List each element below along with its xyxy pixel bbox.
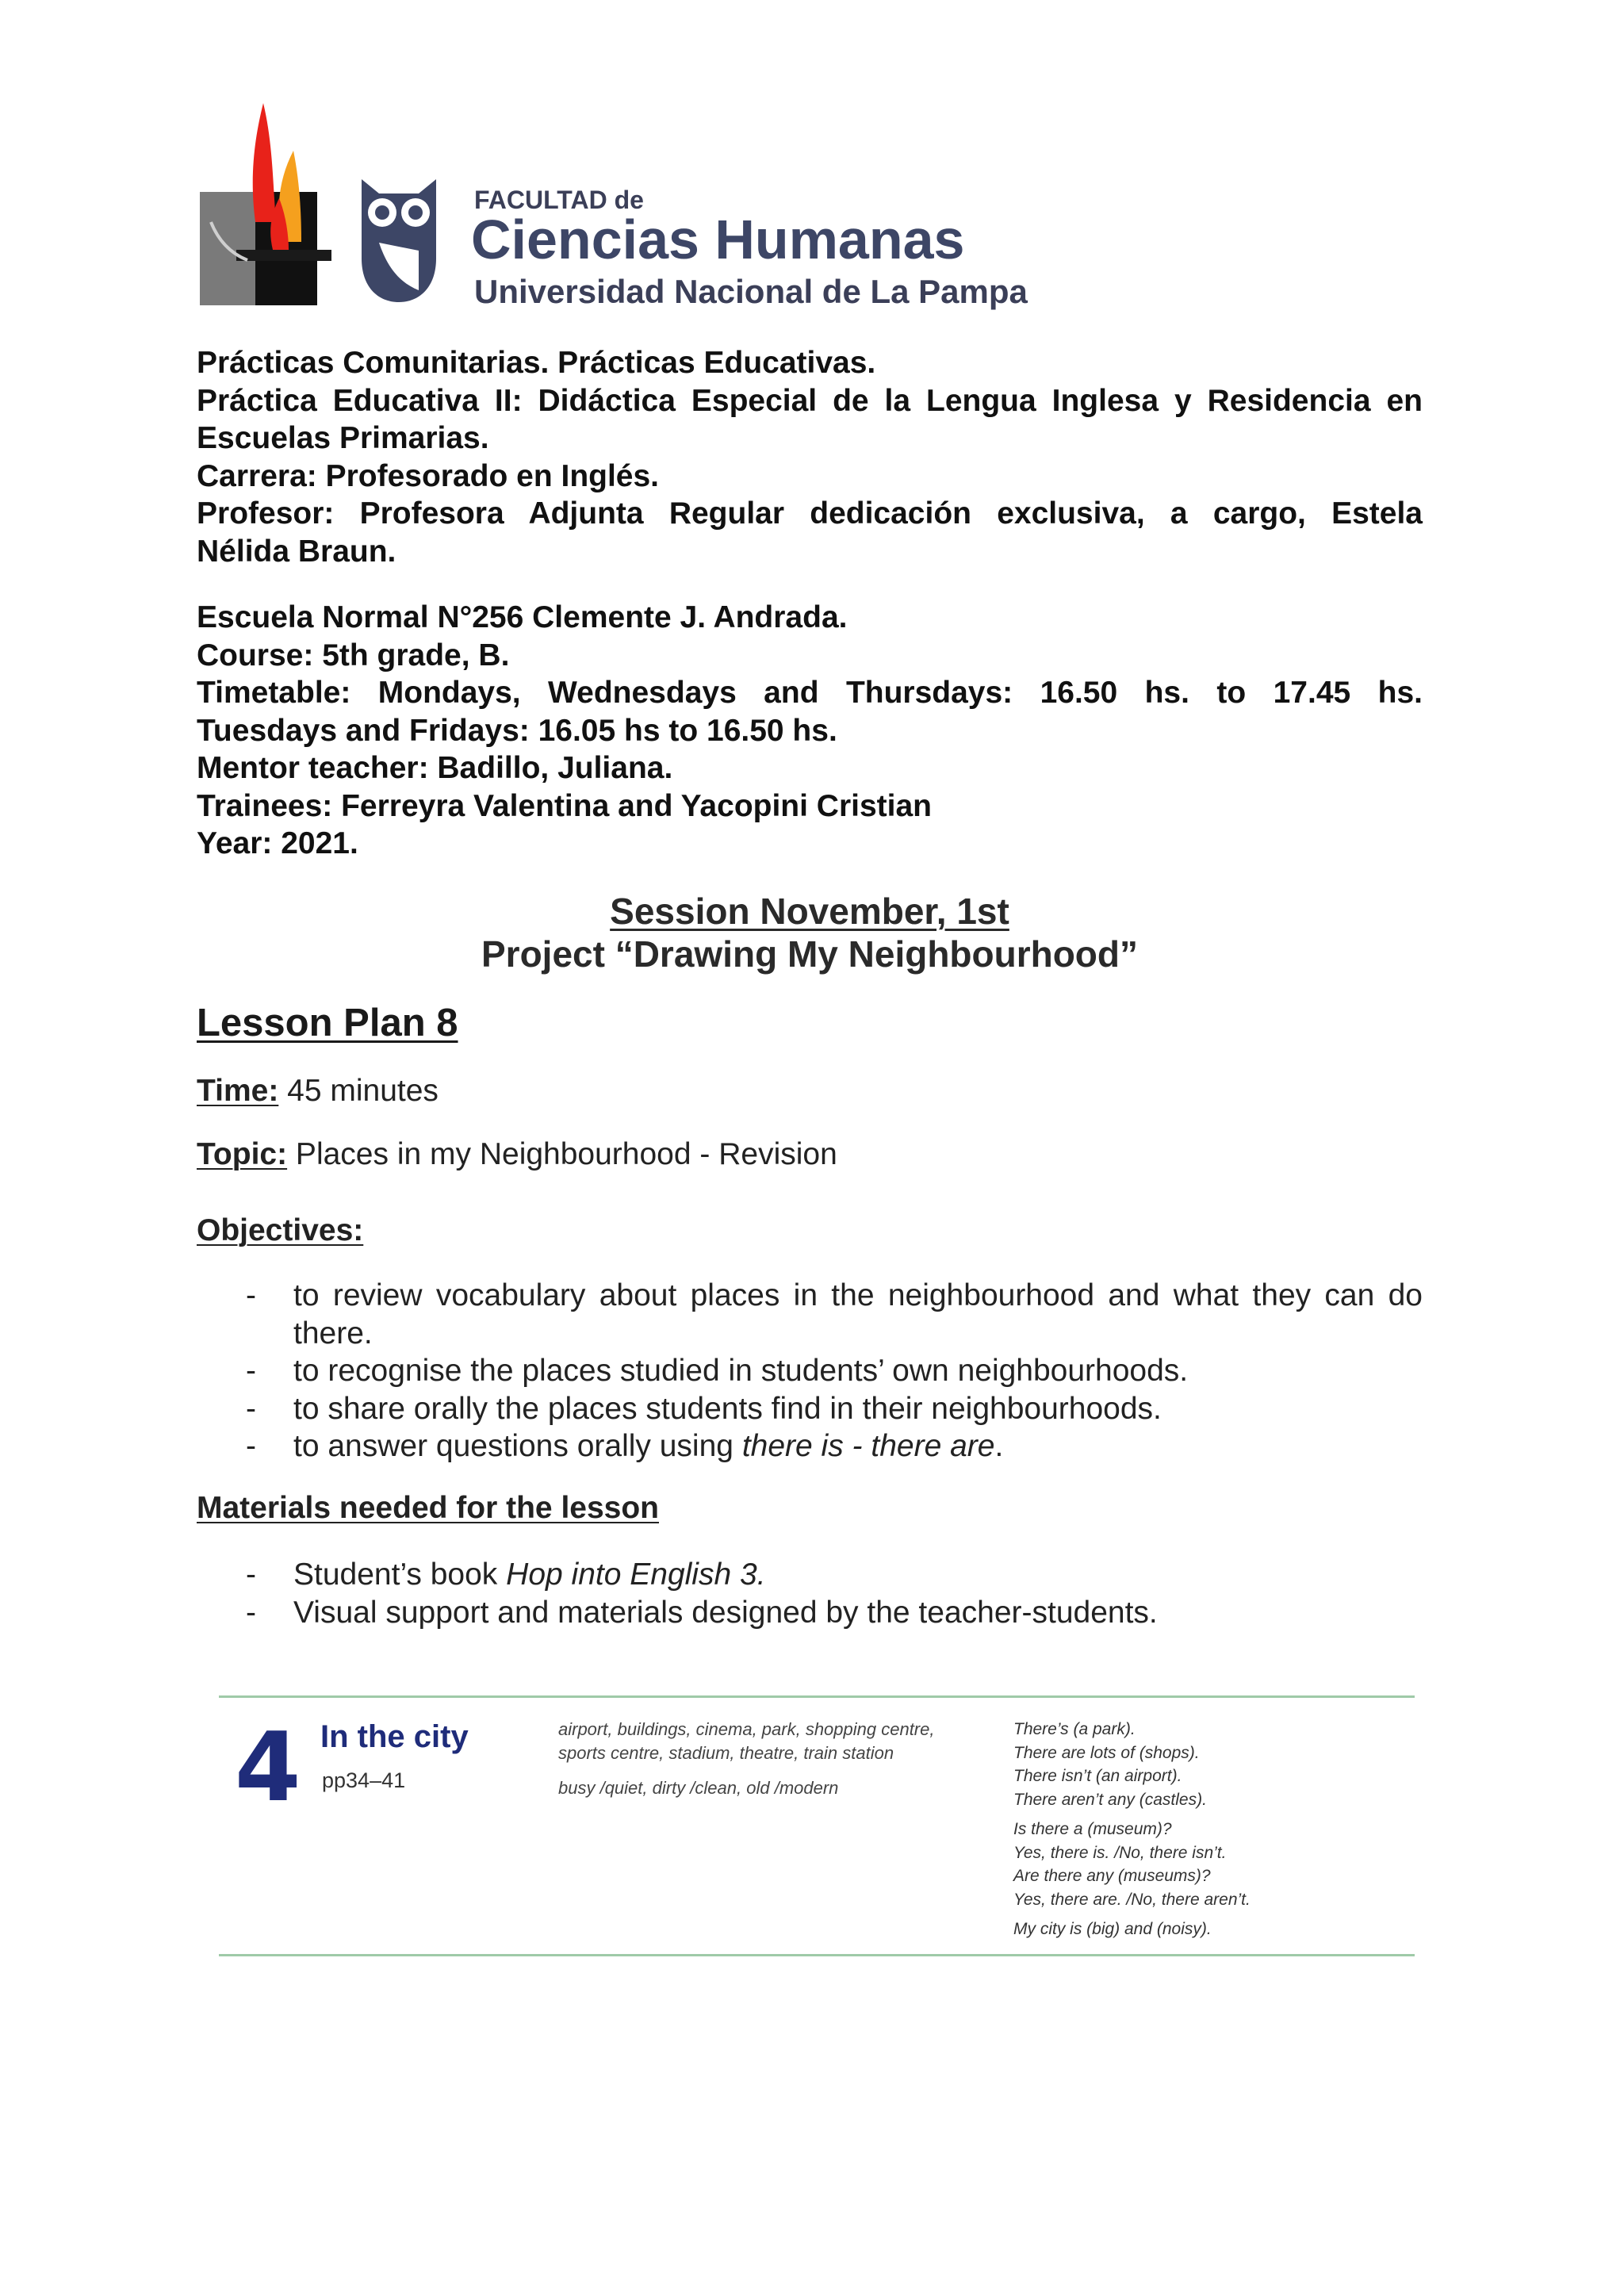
objective-text: to share orally the places students find in their neighbourhoods. [293,1391,1162,1426]
bullet-dash: - [246,1278,256,1312]
list-item [197,1427,1423,1466]
unit-pages: pp34–41 [322,1768,406,1792]
school-year: Year: 2021. [197,826,358,860]
faculty-line: FACULTAD de [474,186,644,214]
strip-bottom-rule [219,1954,1415,1956]
school-timetable-a: Timetable: Mondays, Wednesdays and Thursdays: 16.50 hs. to 17.45 hs. [197,676,1423,710]
lesson-title-text: Lesson Plan 8 [197,1002,458,1044]
bullet-dash: - [246,1429,256,1463]
header-line-2b: Escuelas Primarias. [197,421,489,455]
vocab-line: sports centre, stadium, theatre, train station [558,1743,894,1763]
header-line-1: Prácticas Comunitarias. Prácticas Educativas. [197,346,876,380]
header-line-4b: Nélida Braun. [197,534,396,569]
objective-text: to recognise the places studied in students’ own neighbourhoods. [293,1354,1189,1388]
time-label: Time: [197,1074,279,1108]
course-header [197,344,1423,570]
session-date-text: Session November, 1st [610,891,1009,932]
school-trainees: Trainees: Ferreyra Valentina and Yacopini Cristian [197,788,932,823]
materials-list [197,1556,1423,1631]
objective-4-post: . [994,1429,1004,1463]
grammar-line: Yes, there are. /No, there aren’t. [1013,1890,1251,1909]
list-item [197,1277,1423,1352]
faculty-emblem [200,103,343,309]
lesson-title [197,1001,458,1045]
school-timetable-b: Tuesdays and Fridays: 16.05 hs to 16.50 hs. [197,713,837,748]
material-text: Visual support and materials designed by the teacher-students. [293,1595,1158,1630]
lesson-topic [197,1137,837,1172]
objective-4-emphasis: there is - there are [741,1429,995,1463]
grammar-line: There aren’t any (castles). [1013,1790,1207,1809]
list-item [197,1594,1423,1632]
time-value: 45 minutes [278,1074,439,1108]
grammar-line: Yes, there is. /No, there isn’t. [1013,1843,1227,1862]
material-1-book: Hop into English 3. [506,1557,766,1592]
strip-top-rule [219,1695,1415,1698]
grammar-line: There are lots of (shops). [1013,1743,1200,1762]
school-name: Escuela Normal N°256 Clemente J. Andrada. [197,600,848,634]
objective-4-pre: to answer questions orally using [293,1429,742,1463]
unit-grammar [1013,1718,1251,1941]
topic-label: Topic: [197,1137,288,1171]
vocab-line: airport, buildings, cinema, park, shopping centre, [558,1719,935,1739]
material-text [293,1556,1423,1594]
school-mentor: Mentor teacher: Badillo, Juliana. [197,751,673,785]
lesson-time [197,1074,439,1109]
bullet-dash: - [246,1557,256,1592]
session-date [197,890,1423,933]
objectives-heading: Objectives: [197,1213,364,1247]
session-project: Project “Drawing My Neighbourhood” [481,933,1139,975]
owl-icon [355,171,442,306]
school-info [197,599,1423,863]
objective-text: to review vocabulary about places in the neighbourhood and what they can do there. [293,1278,1423,1351]
unit-number: 4 [235,1713,301,1823]
header-line-3: Carrera: Profesorado en Inglés. [197,458,660,493]
vocab-line: busy /quiet, dirty /clean, old /modern [558,1778,839,1798]
list-item [197,1390,1423,1428]
bullet-dash: - [246,1391,256,1426]
list-item [197,1556,1423,1594]
objectives-list [197,1277,1423,1466]
school-course: Course: 5th grade, B. [197,638,510,672]
grammar-line: There isn’t (an airport). [1013,1767,1182,1785]
materials-heading: Materials needed for the lesson [197,1491,660,1525]
grammar-line: My city is (big) and (noisy). [1013,1920,1212,1938]
material-1-pre: Student’s book [293,1557,507,1592]
topic-value: Places in my Neighbourhood - Revision [287,1137,837,1171]
bullet-dash: - [246,1354,256,1388]
objective-text [293,1427,1423,1466]
emblem-base [236,250,331,261]
unit-vocabulary [558,1718,934,1800]
header-line-2a: Práctica Educativa II: Didáctica Especial de la Lengua Inglesa y Residencia en [197,383,1423,418]
grammar-line: There’s (a park). [1013,1720,1136,1738]
grammar-line: Is there a (museum)? [1013,1820,1172,1838]
faculty-name: Ciencias Humanas [471,209,965,270]
bullet-dash: - [246,1595,256,1630]
list-item [197,1352,1423,1390]
header-line-4a: Profesor: Profesora Adjunta Regular dedicación exclusiva, a cargo, Estela [197,496,1423,531]
unit-title: In the city [320,1719,469,1754]
emblem-flame-red [253,103,276,222]
textbook-contents-strip [219,1695,1415,1957]
grammar-line: Are there any (museums)? [1013,1867,1211,1885]
university-name: Universidad Nacional de La Pampa [474,273,1028,310]
